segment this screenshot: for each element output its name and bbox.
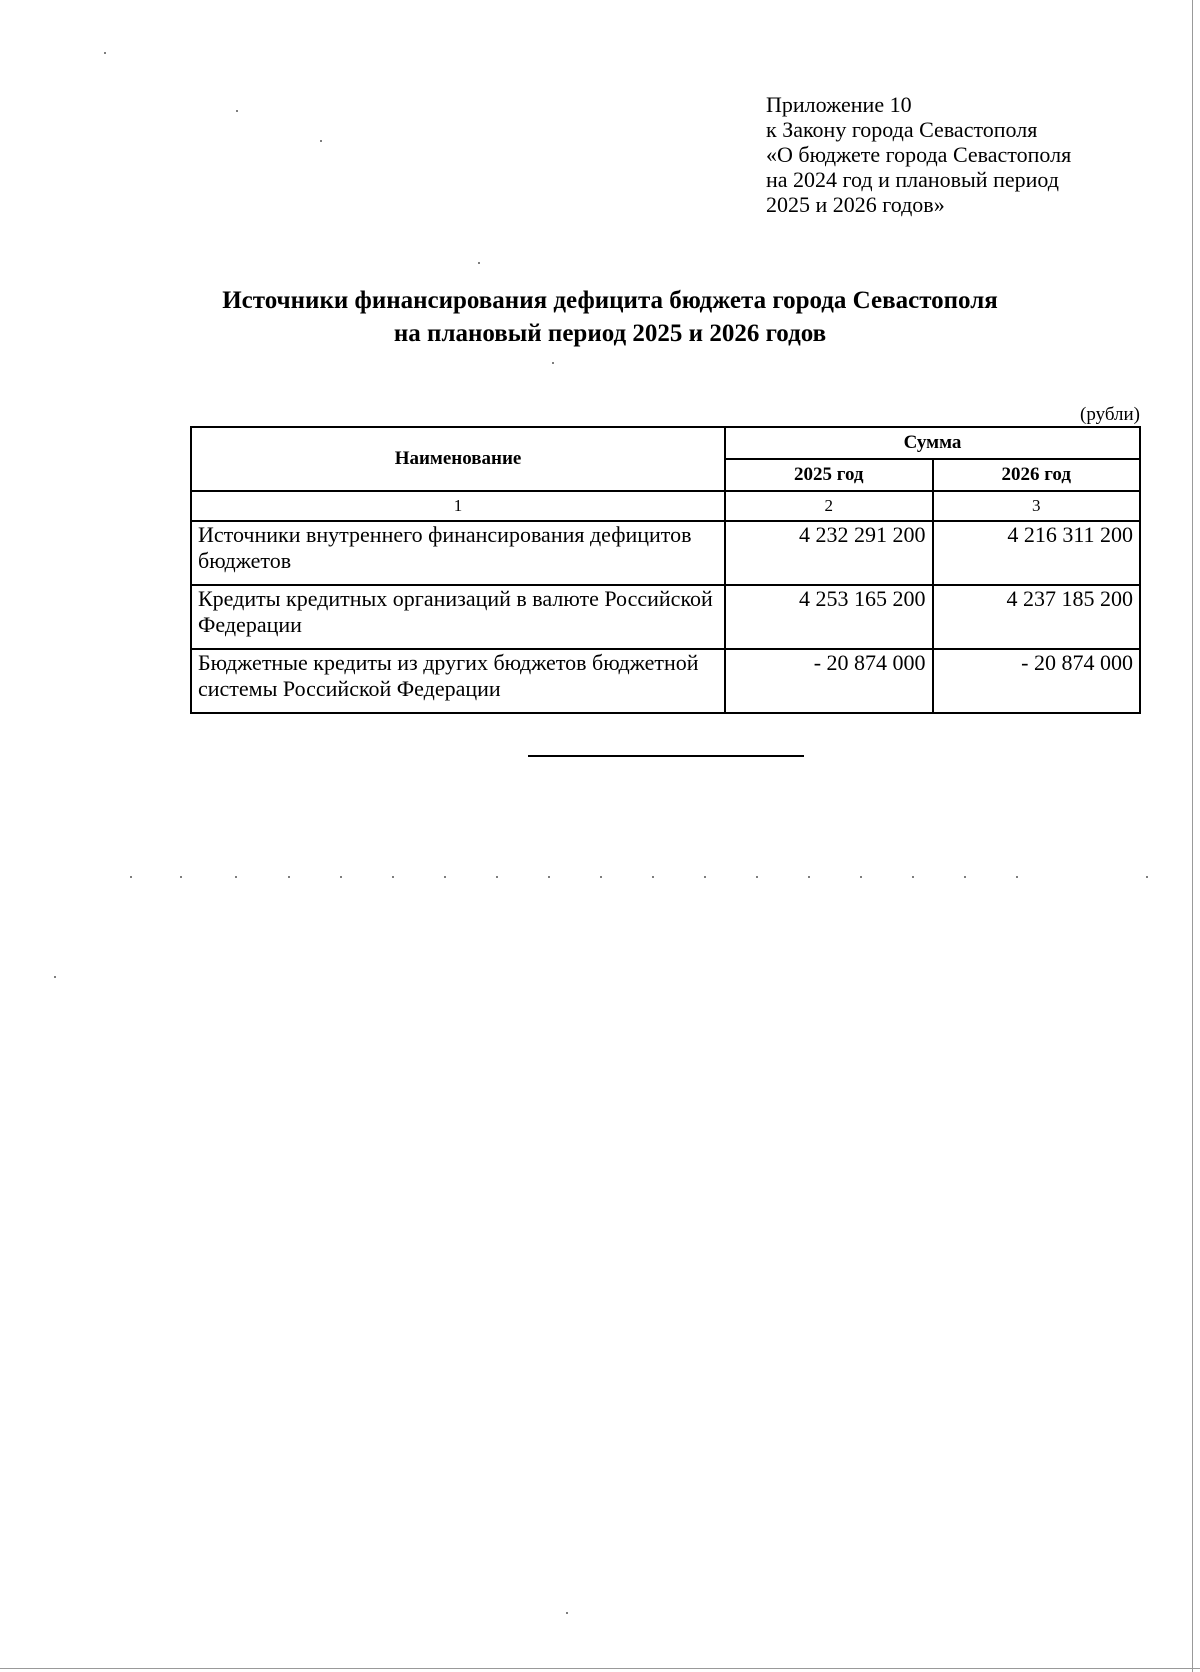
row-value-2026: - 20 874 000 [933,649,1140,713]
scan-speck [496,876,498,878]
header-name: Наименование [191,427,725,491]
scan-speck [444,876,446,878]
units-label: (рубли) [1080,404,1140,425]
column-numbers-row [191,491,1140,521]
appendix-line-4: на 2024 год и плановый период [766,167,1059,192]
scan-speck [54,976,56,978]
scan-speck [236,110,238,112]
title-line-1: Источники финансирования дефицита бюджета города Севастополя [222,287,998,314]
scan-speck [340,876,342,878]
scan-edge-bottom [0,1668,1200,1669]
scan-speck [808,876,810,878]
table-row [191,585,1140,649]
column-number: 3 [933,491,1140,521]
financing-sources-table [190,426,1141,714]
scan-speck [652,876,654,878]
scan-speck [704,876,706,878]
scan-speck [1146,876,1148,878]
title-line-2: на плановый период 2025 и 2026 годов [393,320,827,347]
row-name: Кредиты кредитных организаций в валюте Российской Федерации [191,585,725,649]
scan-speck [860,876,862,878]
document-title [150,284,1070,350]
header-year-2025: 2025 год [725,459,932,491]
scan-speck [964,876,966,878]
scan-speck [912,876,914,878]
row-value-2026: 4 216 311 200 [933,521,1140,585]
scan-speck [130,876,132,878]
appendix-reference [766,92,1140,217]
table-row [191,521,1140,585]
row-value-2025: 4 232 291 200 [725,521,932,585]
appendix-line-3: «О бюджете города Севастополя [766,142,1072,167]
header-year-2026: 2026 год [933,459,1140,491]
scan-edge-right [1192,0,1193,1672]
scan-speck [288,876,290,878]
scan-speck [1016,876,1018,878]
scan-speck [392,876,394,878]
appendix-line-5: 2025 и 2026 годов» [766,192,945,217]
row-name: Бюджетные кредиты из других бюджетов бюджетной системы Российской Федерации [191,649,725,713]
scan-speck [320,140,322,142]
scan-speck [235,876,237,878]
row-value-2026: 4 237 185 200 [933,585,1140,649]
scan-speck [600,876,602,878]
column-number: 1 [191,491,725,521]
scan-speck [566,1612,568,1614]
scan-speck [180,876,182,878]
closing-rule [528,755,804,757]
scan-speck [548,876,550,878]
scan-speck [104,52,106,54]
scan-speck [756,876,758,878]
header-sum: Сумма [725,427,1140,459]
row-value-2025: 4 253 165 200 [725,585,932,649]
scan-speck [478,262,480,264]
appendix-line-1: Приложение 10 [766,92,912,117]
scan-speck [552,362,554,364]
table-row [191,649,1140,713]
appendix-line-2: к Закону города Севастополя [766,117,1038,142]
row-name: Источники внутреннего финансирования дефицитов бюджетов [191,521,725,585]
column-number: 2 [725,491,932,521]
row-value-2025: - 20 874 000 [725,649,932,713]
